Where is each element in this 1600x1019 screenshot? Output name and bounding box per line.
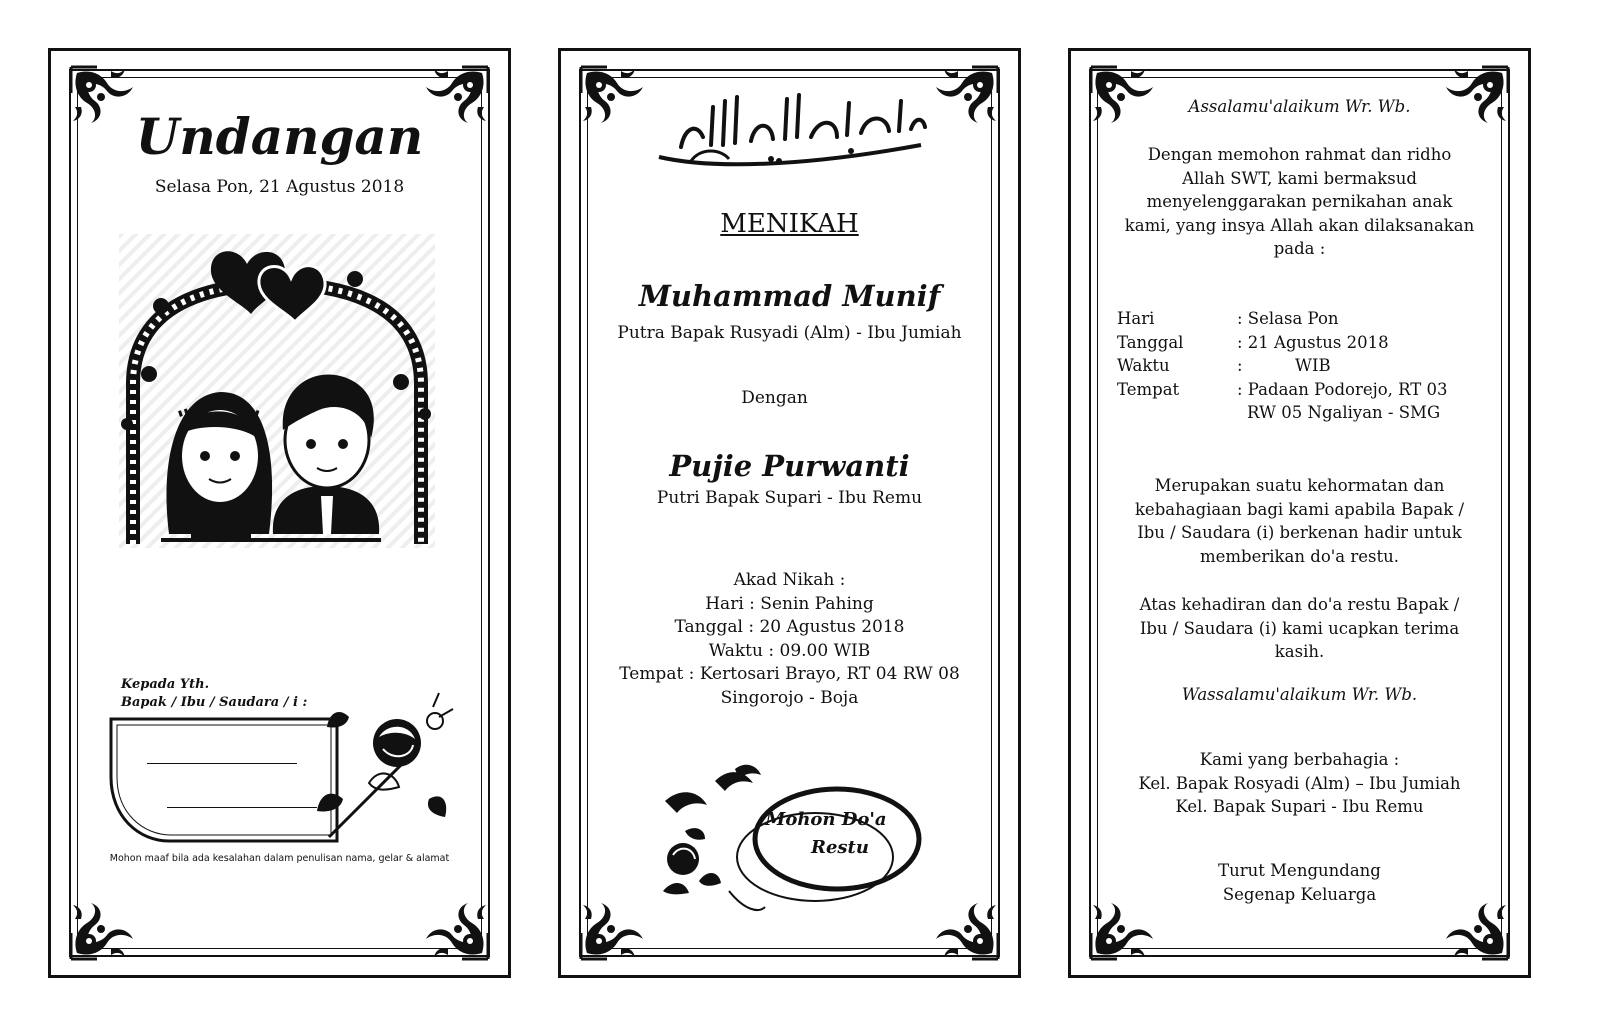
detail-label: Waktu [1117, 356, 1170, 375]
groom-name: Muhammad Munif [638, 279, 941, 313]
akad-line: Akad Nikah : [733, 570, 846, 590]
corner-ornament-icon [420, 901, 492, 963]
badge-line-1: Mohon Do'a [765, 809, 887, 830]
akad-line: Tanggal : 20 Agustus 2018 [674, 617, 905, 637]
connector-text: Dengan [741, 388, 808, 408]
thanks-line: Atas kehadiran dan do'a restu Bapak / [1139, 595, 1460, 614]
badge-line-2: Restu [811, 837, 869, 858]
intro-line: Allah SWT, kami bermaksud [1182, 168, 1417, 188]
corner-ornament-icon [1440, 901, 1512, 963]
detail-value: : Selasa Pon [1237, 309, 1339, 328]
cover-title: Undangan [135, 107, 424, 166]
bismillah-calligraphy-icon [651, 87, 931, 173]
address-line-2[interactable] [167, 807, 317, 808]
detail-label: Tanggal [1117, 332, 1184, 352]
detail-value: : Padaan Podorejo, RT 03 [1237, 379, 1448, 399]
family-line: Kel. Bapak Rosyadi (Alm) – Ibu Jumiah [1138, 773, 1461, 793]
akad-line: Hari : Senin Pahing [705, 593, 874, 614]
intro-paragraph [1101, 143, 1498, 261]
honor-line: kebahagiaan bagi kami apabila Bapak / [1134, 499, 1465, 519]
intro-line: menyelenggarakan pernikahan anak [1146, 192, 1453, 211]
greeting: Assalamu'alaikum Wr. Wb. [1188, 97, 1411, 116]
cover-date: Selasa Pon, 21 Agustus 2018 [154, 177, 405, 197]
detail-address-cont: RW 05 Ngaliyan - SMG [1247, 403, 1441, 422]
details-panel [1068, 48, 1531, 978]
thanks-line: Ibu / Saudara (i) kami ucapkan terima [1139, 618, 1460, 638]
corner-ornament-icon [1087, 901, 1159, 963]
corner-ornament-icon [577, 63, 649, 125]
corner-ornament-icon [930, 901, 1002, 963]
event-details [1117, 307, 1448, 425]
akad-line: Waktu : 09.00 WIB [708, 640, 871, 661]
address-line-1[interactable] [147, 763, 297, 764]
corner-ornament-icon [67, 901, 139, 963]
detail-value: : WIB [1237, 356, 1331, 375]
invite-line: Segenap Keluarga [1222, 885, 1377, 904]
ceremony-panel [558, 48, 1021, 978]
cover-panel [48, 48, 511, 978]
family-signature [1091, 748, 1508, 819]
family-line: Kel. Bapak Supari - Ibu Remu [1175, 797, 1424, 816]
akad-line: Tempat : Kertosari Brayo, RT 04 RW 08 [619, 664, 960, 684]
thanks-paragraph [1101, 593, 1498, 664]
recipient-sublabel: Bapak / Ibu / Saudara / i : [121, 695, 308, 710]
intro-line: Dengan memohon rahmat dan ridho [1147, 145, 1452, 164]
corner-ornament-icon [930, 63, 1002, 125]
address-box [109, 717, 339, 843]
apology-note: Mohon maaf bila ada kesalahan dalam penulisan nama, gelar & alamat [109, 853, 450, 864]
detail-label: Tempat [1117, 379, 1180, 399]
family-line: Kami yang berbahagia : [1199, 750, 1400, 769]
groom-parents: Putra Bapak Rusyadi (Alm) - Ibu Jumiah [617, 323, 962, 343]
detail-value: : 21 Agustus 2018 [1237, 332, 1389, 352]
honor-paragraph [1101, 474, 1498, 568]
invite-line: Turut Mengundang [1218, 861, 1381, 880]
akad-line: Singorojo - Boja [720, 687, 859, 708]
marriage-heading: MENIKAH [720, 209, 859, 239]
honor-line: Merupakan suatu kehormatan dan [1154, 476, 1445, 495]
intro-line: pada : [1273, 239, 1326, 258]
recipient-label: Kepada Yth. [121, 677, 210, 692]
akad-details [561, 569, 1018, 710]
rose-illustration [309, 687, 459, 847]
intro-line: kami, yang insya Allah akan dilaksanakan [1124, 215, 1475, 235]
detail-label: Hari [1117, 309, 1155, 328]
couple-illustration [119, 234, 435, 548]
corner-ornament-icon [577, 901, 649, 963]
invite-signature [1071, 859, 1528, 907]
thanks-line: kasih. [1274, 642, 1325, 661]
closing-greeting: Wassalamu'alaikum Wr. Wb. [1181, 685, 1418, 704]
bride-name: Pujie Purwanti [669, 449, 910, 483]
bride-parents: Putri Bapak Supari - Ibu Remu [656, 488, 923, 508]
honor-line: Ibu / Saudara (i) berkenan hadir untuk [1137, 523, 1462, 542]
doves-flowers-illustration [655, 761, 925, 921]
honor-line: memberikan do'a restu. [1200, 546, 1399, 566]
